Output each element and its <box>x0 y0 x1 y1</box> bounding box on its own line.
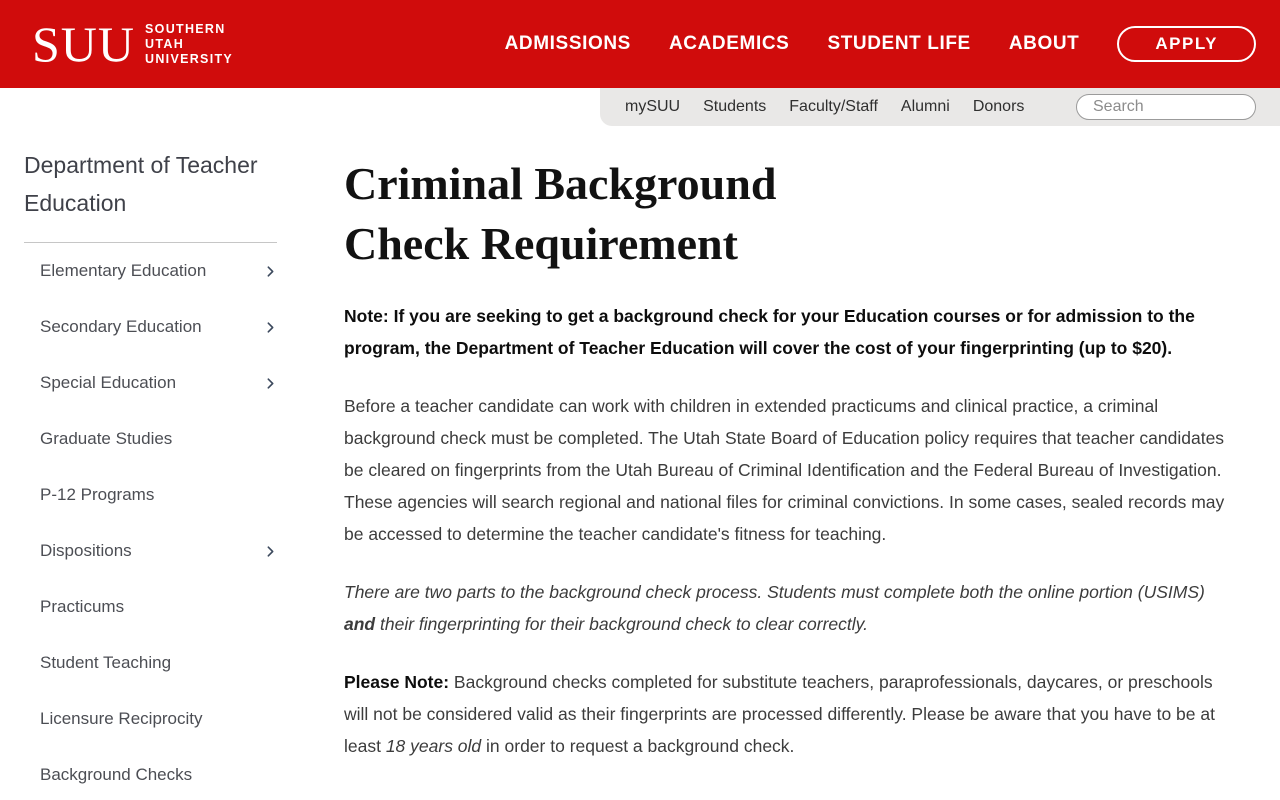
sidebar-item-label: Elementary Education <box>40 261 207 280</box>
sidebar <box>0 134 344 800</box>
nav-about[interactable]: ABOUT <box>1008 33 1080 54</box>
page-title: Criminal Background Check Requirement <box>344 158 777 269</box>
content-area <box>0 126 1280 800</box>
sidebar-item-special-education[interactable] <box>24 355 277 411</box>
logo-word-university: UNIVERSITY <box>145 51 234 66</box>
suu-logo-acronym: SUU <box>32 16 136 72</box>
sidebar-item-label: Graduate Studies <box>40 429 173 448</box>
sidebar-item-secondary-education[interactable] <box>24 299 277 355</box>
suu-logo[interactable] <box>32 16 234 72</box>
sidebar-item-student-teaching[interactable] <box>24 635 277 691</box>
utility-link-faculty-staff[interactable]: Faculty/Staff <box>789 98 878 115</box>
note-paragraph: Note: If you are seeking to get a background check for your Education courses or for admission to the program, the Department of Teacher Education will cover the cost of your fingerprinting (up to $20). <box>344 306 1195 358</box>
sidebar-item-label: Background Checks <box>40 765 193 784</box>
please-note-lead: Please Note: <box>344 672 450 692</box>
utility-link-students[interactable]: Students <box>703 98 767 115</box>
sidebar-item-label: Special Education <box>40 373 177 392</box>
two-parts-bold-and: and <box>344 614 376 634</box>
two-parts-paragraph <box>344 576 1228 640</box>
chevron-right-icon <box>264 265 277 278</box>
please-note-text-2: in order to request a background check. <box>481 736 795 756</box>
body-paragraph: Before a teacher candidate can work with children in extended practicums and clinical practice, a criminal background check must be completed. The Utah State Board of Education policy requires that teacher candidates be cleared on fingerprints from the Utah Bureau of Criminal Identification and the Federal Bureau of Investigation. These agencies will search regional and national files for criminal convictions. In some cases, sealed records may be accessed to determine the teacher candidate's fitness for teaching. <box>344 396 1225 544</box>
sidebar-item-label: Practicums <box>40 597 125 616</box>
logo-word-southern: SOUTHERN <box>145 21 226 36</box>
please-note-text-1: Background checks completed for substitute teachers, paraprofessionals, daycares, or preschools will not be considered valid as their fingerprints are processed differently. Please be aware that you have to be at least <box>344 672 1215 756</box>
two-parts-text-1: There are two parts to the background check process. Students must complete both the online portion (USIMS) <box>344 582 1205 602</box>
sidebar-item-practicums[interactable] <box>24 579 277 635</box>
chevron-right-icon <box>264 377 277 390</box>
sidebar-item-p12-programs[interactable] <box>24 467 277 523</box>
sidebar-item-label: Student Teaching <box>40 653 172 672</box>
search-input[interactable] <box>1076 94 1256 120</box>
chevron-right-icon <box>264 321 277 334</box>
two-parts-text-2: their fingerprinting for their background check to clear correctly. <box>375 614 868 634</box>
sidebar-item-licensure-reciprocity[interactable] <box>24 691 277 747</box>
sidebar-item-elementary-education[interactable] <box>24 243 277 299</box>
sidebar-item-label: Secondary Education <box>40 317 202 336</box>
sidebar-item-label: Licensure Reciprocity <box>40 709 203 728</box>
nav-academics[interactable]: ACADEMICS <box>668 33 790 54</box>
utility-link-alumni[interactable]: Alumni <box>900 98 950 115</box>
sidebar-item-label: P-12 Programs <box>40 485 155 504</box>
sidebar-item-dispositions[interactable] <box>24 523 277 579</box>
utility-bar <box>600 88 1280 126</box>
main-article <box>344 134 1228 800</box>
suu-logo-wordmark <box>145 22 233 67</box>
chevron-right-icon <box>264 545 277 558</box>
sidebar-item-graduate-studies[interactable] <box>24 411 277 467</box>
please-note-paragraph <box>344 666 1228 762</box>
nav-admissions[interactable]: ADMISSIONS <box>504 33 631 54</box>
please-note-age-italic: 18 years old <box>385 736 482 756</box>
sidebar-item-label: Dispositions <box>40 541 132 560</box>
site-header <box>0 0 1280 88</box>
sidebar-menu <box>24 243 277 800</box>
utility-link-donors[interactable]: Donors <box>972 98 1025 115</box>
primary-nav <box>505 26 1256 62</box>
sidebar-title: Department of Teacher Education <box>24 152 258 216</box>
logo-word-utah: UTAH <box>145 36 185 51</box>
sidebar-item-background-checks[interactable] <box>24 747 277 800</box>
nav-student-life[interactable]: STUDENT LIFE <box>827 33 971 54</box>
utility-link-mysuu[interactable]: mySUU <box>625 98 681 115</box>
apply-button[interactable]: APPLY <box>1117 26 1256 62</box>
